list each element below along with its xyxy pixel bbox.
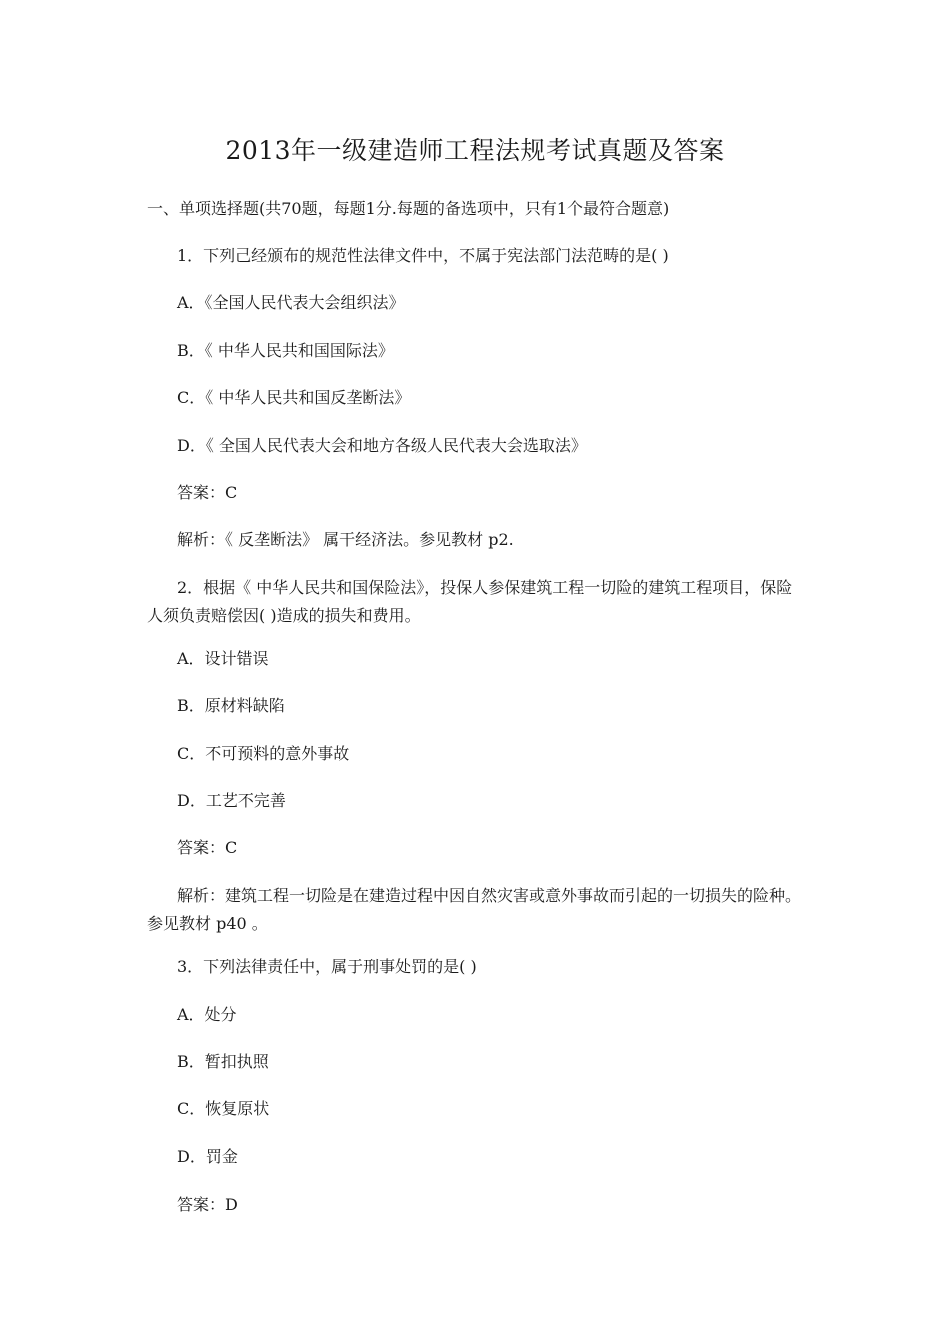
question-2-analysis: 解析：建筑工程一切险是在建造过程中因自然灾害或意外事故而引起的一切损失的险种。参见教材 p40 。 <box>147 886 802 933</box>
question-1-analysis: 解析：《 反垄断法》 属干经济法。参见教材 p2. <box>177 530 514 549</box>
question-2-option-a: A．设计错误 <box>177 649 269 668</box>
question-1-stem: 1．下列己经颁布的规范性法律文件中，不属于宪法部门法范畴的是( ) <box>177 246 669 265</box>
question-3-stem: 3．下列法律责任中，属于刑事处罚的是( ) <box>177 957 477 976</box>
question-1-answer: 答案：C <box>177 483 238 502</box>
question-1-option-b: B．《 中华人民共和国国际法》 <box>177 341 394 360</box>
question-1-option-a: A．《全国人民代表大会组织法》 <box>177 293 405 312</box>
question-2-option-c: C．不可预料的意外事故 <box>177 744 350 763</box>
question-3-option-c: C．恢复原状 <box>177 1099 270 1118</box>
question-2-answer: 答案：C <box>177 838 238 857</box>
section-heading: 一、单项选择题(共70题，每题1分.每题的备选项中，只有1个最符合题意) <box>147 199 670 218</box>
question-1-option-c: C．《 中华人民共和国反垄断法》 <box>177 388 411 407</box>
question-3-option-d: D．罚金 <box>177 1147 238 1166</box>
question-3-option-b: B．暂扣执照 <box>177 1052 269 1071</box>
question-2-stem: 2．根据《 中华人民共和国保险法》，投保人参保建筑工程一切险的建筑工程项目，保险人须负责赔偿因( )造成的损失和费用。 <box>147 578 793 625</box>
question-2-option-d: D．工艺不完善 <box>177 791 286 810</box>
question-2-option-b: B．原材料缺陷 <box>177 696 285 715</box>
question-1-option-d: D．《 全国人民代表大会和地方各级人民代表大会选取法》 <box>177 436 587 455</box>
question-3-option-a: A．处分 <box>177 1005 237 1024</box>
question-3-answer: 答案：D <box>177 1195 238 1214</box>
document-title: 2013年一级建造师工程法规考试真题及答案 <box>225 136 725 165</box>
